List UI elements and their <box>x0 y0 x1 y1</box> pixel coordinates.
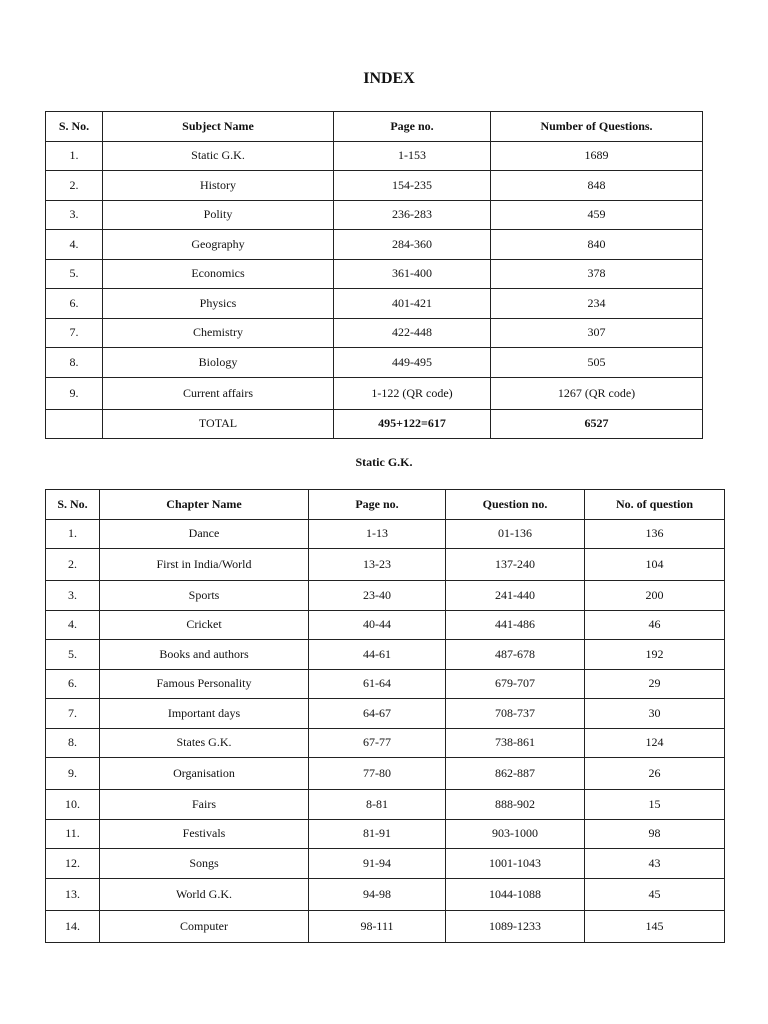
serial-cell: 7. <box>46 699 100 729</box>
column-header: Chapter Name <box>100 490 309 520</box>
table-row <box>46 549 725 581</box>
page-cell: 422-448 <box>334 318 491 348</box>
column-header: Page no. <box>309 490 446 520</box>
question-count-cell: 15 <box>585 790 725 820</box>
serial-cell: 12. <box>46 849 100 879</box>
chapter-cell: Important days <box>100 699 309 729</box>
question-range-cell: 888-902 <box>446 790 585 820</box>
chapter-cell: First in India/World <box>100 549 309 581</box>
question-range-cell: 862-887 <box>446 758 585 790</box>
serial-cell: 3. <box>46 200 103 230</box>
table-row <box>46 348 703 378</box>
question-range-cell: 1089-1233 <box>446 910 585 942</box>
column-header: No. of question <box>585 490 725 520</box>
question-range-cell: 738-861 <box>446 728 585 758</box>
questions-cell: 234 <box>491 289 703 319</box>
page-cell: 1-122 (QR code) <box>334 377 491 409</box>
table-row <box>46 669 725 699</box>
serial-cell: 8. <box>46 728 100 758</box>
table-row <box>46 171 703 201</box>
table-row <box>46 377 703 409</box>
table-row <box>46 519 725 549</box>
question-count-cell: 124 <box>585 728 725 758</box>
table-row <box>46 878 725 910</box>
question-count-cell: 26 <box>585 758 725 790</box>
page-cell: 61-64 <box>309 669 446 699</box>
chapter-cell: Songs <box>100 849 309 879</box>
table-header-row <box>46 112 703 142</box>
questions-cell: 840 <box>491 230 703 260</box>
question-range-cell: 679-707 <box>446 669 585 699</box>
column-header: Page no. <box>334 112 491 142</box>
chapter-cell: Organisation <box>100 758 309 790</box>
subject-cell: Current affairs <box>103 377 334 409</box>
table-header-row <box>46 490 725 520</box>
questions-cell: 1689 <box>491 141 703 171</box>
chapter-cell: Famous Personality <box>100 669 309 699</box>
table-row <box>46 790 725 820</box>
serial-cell: 14. <box>46 910 100 942</box>
question-range-cell: 441-486 <box>446 610 585 640</box>
serial-cell: 8. <box>46 348 103 378</box>
page-cell: 449-495 <box>334 348 491 378</box>
serial-cell: 10. <box>46 790 100 820</box>
table-row <box>46 849 725 879</box>
question-count-cell: 200 <box>585 581 725 611</box>
chapter-cell: Computer <box>100 910 309 942</box>
page-cell: 81-91 <box>309 819 446 849</box>
question-range-cell: 01-136 <box>446 519 585 549</box>
table-row <box>46 699 725 729</box>
question-range-cell: 1001-1043 <box>446 849 585 879</box>
subject-cell: Biology <box>103 348 334 378</box>
page-cell: 23-40 <box>309 581 446 611</box>
chapter-cell: States G.K. <box>100 728 309 758</box>
question-range-cell: 137-240 <box>446 549 585 581</box>
table-row <box>46 581 725 611</box>
subject-cell: Geography <box>103 230 334 260</box>
page-cell: 64-67 <box>309 699 446 729</box>
serial-cell: 9. <box>46 377 103 409</box>
table-row <box>46 728 725 758</box>
questions-cell: 459 <box>491 200 703 230</box>
chapter-cell: Dance <box>100 519 309 549</box>
subject-cell: Economics <box>103 259 334 289</box>
question-range-cell: 487-678 <box>446 640 585 670</box>
page-cell: 401-421 <box>334 289 491 319</box>
page-cell: 67-77 <box>309 728 446 758</box>
page-cell: 1-13 <box>309 519 446 549</box>
serial-cell: 5. <box>46 640 100 670</box>
chapter-cell: Cricket <box>100 610 309 640</box>
serial-cell: 11. <box>46 819 100 849</box>
total-pages: 495+122=617 <box>334 409 491 439</box>
question-count-cell: 29 <box>585 669 725 699</box>
serial-cell: 9. <box>46 758 100 790</box>
table-row <box>46 289 703 319</box>
subject-index-table <box>45 111 703 439</box>
subject-cell: Physics <box>103 289 334 319</box>
total-label: TOTAL <box>103 409 334 439</box>
total-questions: 6527 <box>491 409 703 439</box>
questions-cell: 848 <box>491 171 703 201</box>
question-count-cell: 136 <box>585 519 725 549</box>
subject-cell: Polity <box>103 200 334 230</box>
column-header: S. No. <box>46 490 100 520</box>
serial-cell: 6. <box>46 289 103 319</box>
question-count-cell: 46 <box>585 610 725 640</box>
question-count-cell: 43 <box>585 849 725 879</box>
column-header: Question no. <box>446 490 585 520</box>
serial-cell: 7. <box>46 318 103 348</box>
subject-cell: History <box>103 171 334 201</box>
question-range-cell: 1044-1088 <box>446 878 585 910</box>
column-header: Number of Questions. <box>491 112 703 142</box>
page-cell: 154-235 <box>334 171 491 201</box>
table-row <box>46 819 725 849</box>
page-cell: 98-111 <box>309 910 446 942</box>
page-cell: 236-283 <box>334 200 491 230</box>
static-gk-chapter-table <box>45 489 725 943</box>
questions-cell: 307 <box>491 318 703 348</box>
section-title: Static G.K. <box>355 455 413 469</box>
table-row <box>46 910 725 942</box>
subject-cell: Chemistry <box>103 318 334 348</box>
page-title: INDEX <box>363 70 415 87</box>
chapter-cell: Books and authors <box>100 640 309 670</box>
serial-cell: 1. <box>46 519 100 549</box>
question-count-cell: 45 <box>585 878 725 910</box>
table-row <box>46 640 725 670</box>
serial-cell: 2. <box>46 549 100 581</box>
page-cell: 94-98 <box>309 878 446 910</box>
page-cell: 91-94 <box>309 849 446 879</box>
serial-cell: 3. <box>46 581 100 611</box>
questions-cell: 378 <box>491 259 703 289</box>
page-cell: 44-61 <box>309 640 446 670</box>
questions-cell: 505 <box>491 348 703 378</box>
question-count-cell: 104 <box>585 549 725 581</box>
page-cell: 8-81 <box>309 790 446 820</box>
question-count-cell: 192 <box>585 640 725 670</box>
serial-cell: 5. <box>46 259 103 289</box>
page-cell: 40-44 <box>309 610 446 640</box>
questions-cell: 1267 (QR code) <box>491 377 703 409</box>
question-range-cell: 903-1000 <box>446 819 585 849</box>
page-cell: 1-153 <box>334 141 491 171</box>
page-cell: 361-400 <box>334 259 491 289</box>
column-header: Subject Name <box>103 112 334 142</box>
serial-cell: 13. <box>46 878 100 910</box>
serial-cell: 6. <box>46 669 100 699</box>
question-range-cell: 708-737 <box>446 699 585 729</box>
page-cell: 13-23 <box>309 549 446 581</box>
chapter-cell: Festivals <box>100 819 309 849</box>
question-count-cell: 145 <box>585 910 725 942</box>
table-row <box>46 318 703 348</box>
question-range-cell: 241-440 <box>446 581 585 611</box>
serial-cell <box>46 409 103 439</box>
table-row <box>46 230 703 260</box>
serial-cell: 4. <box>46 230 103 260</box>
page-cell: 77-80 <box>309 758 446 790</box>
total-row <box>46 409 703 439</box>
question-count-cell: 30 <box>585 699 725 729</box>
table-row <box>46 610 725 640</box>
column-header: S. No. <box>46 112 103 142</box>
table-row <box>46 758 725 790</box>
serial-cell: 4. <box>46 610 100 640</box>
table-row <box>46 141 703 171</box>
serial-cell: 2. <box>46 171 103 201</box>
serial-cell: 1. <box>46 141 103 171</box>
chapter-cell: Fairs <box>100 790 309 820</box>
chapter-cell: Sports <box>100 581 309 611</box>
chapter-cell: World G.K. <box>100 878 309 910</box>
page-cell: 284-360 <box>334 230 491 260</box>
question-count-cell: 98 <box>585 819 725 849</box>
table-row <box>46 200 703 230</box>
table-row <box>46 259 703 289</box>
subject-cell: Static G.K. <box>103 141 334 171</box>
